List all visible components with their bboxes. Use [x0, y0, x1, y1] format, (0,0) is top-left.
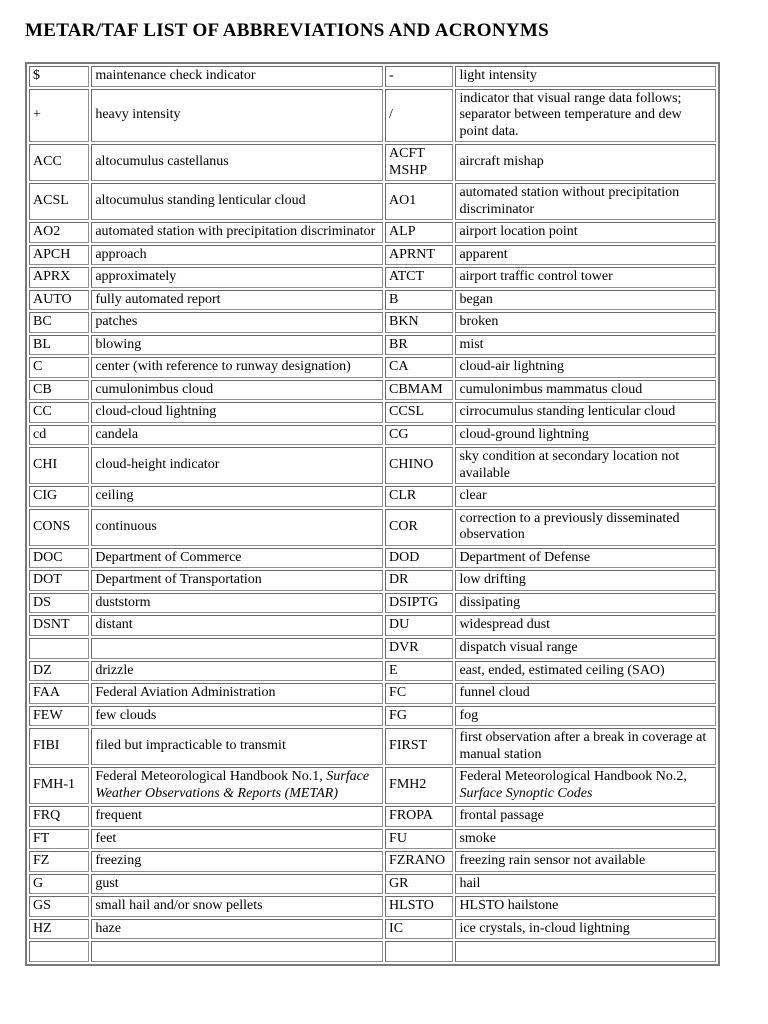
table-row [29, 728, 716, 765]
abbr-cell: FMH2 [385, 767, 453, 804]
definition-cell: cloud-air lightning [455, 357, 716, 378]
definition-cell: automated station without precipitation discriminator [455, 183, 716, 220]
abbr-cell: AO1 [385, 183, 453, 220]
abbr-cell: DU [385, 615, 453, 636]
definition-cell: continuous [91, 509, 383, 546]
abbr-cell: ACSL [29, 183, 89, 220]
definition-cell: maintenance check indicator [91, 66, 383, 87]
table-row [29, 548, 716, 569]
abbr-cell: AO2 [29, 222, 89, 243]
definition-cell [91, 941, 383, 962]
definition-cell: fully automated report [91, 290, 383, 311]
abbr-cell: CHI [29, 447, 89, 484]
abbr-cell: DOC [29, 548, 89, 569]
abbr-cell [385, 941, 453, 962]
definition-cell: apparent [455, 245, 716, 266]
definition-cell: duststorm [91, 593, 383, 614]
abbr-cell: DVR [385, 638, 453, 659]
definition-cell: approach [91, 245, 383, 266]
definition-cell: clear [455, 486, 716, 507]
abbr-cell: AUTO [29, 290, 89, 311]
abbr-cell: BR [385, 335, 453, 356]
table-row [29, 357, 716, 378]
definition-cell: frequent [91, 806, 383, 827]
table-row [29, 447, 716, 484]
abbr-cell: CLR [385, 486, 453, 507]
abbr-cell: GR [385, 874, 453, 895]
definition-cell: blowing [91, 335, 383, 356]
table-row [29, 593, 716, 614]
table-row [29, 425, 716, 446]
abbr-cell: CCSL [385, 402, 453, 423]
definition-cell: drizzle [91, 661, 383, 682]
definition-cell: freezing rain sensor not available [455, 851, 716, 872]
table-row [29, 767, 716, 804]
definition-italic-text: Surface Synoptic Codes [459, 785, 593, 801]
table-row [29, 245, 716, 266]
abbr-cell: $ [29, 66, 89, 87]
definition-cell: heavy intensity [91, 89, 383, 143]
abbr-cell: IC [385, 919, 453, 940]
definition-cell: cloud-height indicator [91, 447, 383, 484]
table-row [29, 806, 716, 827]
definition-cell: distant [91, 615, 383, 636]
table-row [29, 144, 716, 181]
definition-cell: patches [91, 312, 383, 333]
abbreviations-table [25, 62, 720, 966]
table-row [29, 896, 716, 917]
abbr-cell: FRQ [29, 806, 89, 827]
abbr-cell: FAA [29, 683, 89, 704]
definition-cell: freezing [91, 851, 383, 872]
definition-cell: Department of Commerce [91, 548, 383, 569]
abbr-cell: FIRST [385, 728, 453, 765]
table-row [29, 486, 716, 507]
abbr-cell: DZ [29, 661, 89, 682]
definition-cell: Federal Aviation Administration [91, 683, 383, 704]
definition-cell: cloud-ground lightning [455, 425, 716, 446]
table-row [29, 919, 716, 940]
definition-cell: light intensity [455, 66, 716, 87]
definition-cell: cumulonimbus mammatus cloud [455, 380, 716, 401]
definition-cell: gust [91, 874, 383, 895]
table-row [29, 222, 716, 243]
definition-cell: indicator that visual range data follows; separator between temperature and dew point data. [455, 89, 716, 143]
definition-text: Federal Meteorological Handbook No.2, [459, 769, 687, 784]
abbr-cell: CIG [29, 486, 89, 507]
abbr-cell: CG [385, 425, 453, 446]
abbr-cell: - [385, 66, 453, 87]
definition-cell: center (with reference to runway designation) [91, 357, 383, 378]
abbr-cell: DOD [385, 548, 453, 569]
abbr-cell: HZ [29, 919, 89, 940]
definition-cell: first observation after a break in coverage at manual station [455, 728, 716, 765]
definition-cell: Department of Defense [455, 548, 716, 569]
table-row [29, 290, 716, 311]
table-row [29, 851, 716, 872]
abbr-cell: B [385, 290, 453, 311]
definition-cell: began [455, 290, 716, 311]
table-row [29, 706, 716, 727]
abbr-cell: DR [385, 570, 453, 591]
abbr-cell: CA [385, 357, 453, 378]
definition-cell: altocumulus castellanus [91, 144, 383, 181]
definition-cell: airport traffic control tower [455, 267, 716, 288]
table-row [29, 312, 716, 333]
abbr-cell: CBMAM [385, 380, 453, 401]
abbr-cell: BC [29, 312, 89, 333]
abbr-cell: CB [29, 380, 89, 401]
definition-cell: smoke [455, 829, 716, 850]
abbreviations-table-body [29, 66, 716, 962]
definition-cell: sky condition at secondary location not available [455, 447, 716, 484]
definition-cell: automated station with precipitation discriminator [91, 222, 383, 243]
abbr-cell [29, 638, 89, 659]
abbr-cell: DS [29, 593, 89, 614]
definition-cell: HLSTO hailstone [455, 896, 716, 917]
definition-cell: filed but impracticable to transmit [91, 728, 383, 765]
abbr-cell: cd [29, 425, 89, 446]
table-row [29, 941, 716, 962]
definition-cell: fog [455, 706, 716, 727]
definition-cell: dissipating [455, 593, 716, 614]
abbr-cell [29, 941, 89, 962]
abbr-cell: FEW [29, 706, 89, 727]
abbr-cell: HLSTO [385, 896, 453, 917]
definition-cell: approximately [91, 267, 383, 288]
abbr-cell: C [29, 357, 89, 378]
definition-cell: candela [91, 425, 383, 446]
abbr-cell: BL [29, 335, 89, 356]
abbr-cell: CC [29, 402, 89, 423]
abbr-cell: ACFT MSHP [385, 144, 453, 181]
definition-cell: east, ended, estimated ceiling (SAO) [455, 661, 716, 682]
definition-cell: dispatch visual range [455, 638, 716, 659]
abbr-cell: DSIPTG [385, 593, 453, 614]
definition-cell [455, 941, 716, 962]
definition-cell: funnel cloud [455, 683, 716, 704]
abbr-cell: FZ [29, 851, 89, 872]
abbr-cell: G [29, 874, 89, 895]
table-row [29, 89, 716, 143]
abbr-cell: FMH-1 [29, 767, 89, 804]
definition-cell [455, 767, 716, 804]
definition-cell: correction to a previously disseminated observation [455, 509, 716, 546]
abbr-cell: APCH [29, 245, 89, 266]
table-row [29, 874, 716, 895]
abbr-cell: FG [385, 706, 453, 727]
abbr-cell: ALP [385, 222, 453, 243]
table-row [29, 380, 716, 401]
abbr-cell: COR [385, 509, 453, 546]
definition-cell: cirrocumulus standing lenticular cloud [455, 402, 716, 423]
definition-cell: cumulonimbus cloud [91, 380, 383, 401]
table-row [29, 335, 716, 356]
table-row [29, 570, 716, 591]
table-row [29, 683, 716, 704]
definition-cell: broken [455, 312, 716, 333]
abbr-cell: APRX [29, 267, 89, 288]
definition-cell [91, 767, 383, 804]
definition-cell: small hail and/or snow pellets [91, 896, 383, 917]
definition-cell [91, 638, 383, 659]
definition-cell: airport location point [455, 222, 716, 243]
abbr-cell: FU [385, 829, 453, 850]
definition-cell: ice crystals, in-cloud lightning [455, 919, 716, 940]
abbr-cell: / [385, 89, 453, 143]
definition-cell: mist [455, 335, 716, 356]
definition-italic-text: Surface Weather Observations & Reports (METAR) [95, 769, 370, 801]
abbr-cell: ATCT [385, 267, 453, 288]
abbr-cell: CHINO [385, 447, 453, 484]
table-row [29, 509, 716, 546]
table-row [29, 615, 716, 636]
definition-cell: haze [91, 919, 383, 940]
abbr-cell: E [385, 661, 453, 682]
table-row [29, 66, 716, 87]
table-row [29, 183, 716, 220]
abbr-cell: BKN [385, 312, 453, 333]
abbr-cell: + [29, 89, 89, 143]
abbr-cell: APRNT [385, 245, 453, 266]
abbr-cell: ACC [29, 144, 89, 181]
abbr-cell: FT [29, 829, 89, 850]
table-row [29, 829, 716, 850]
definition-cell: hail [455, 874, 716, 895]
definition-cell: aircraft mishap [455, 144, 716, 181]
abbr-cell: FIBI [29, 728, 89, 765]
definition-cell: widespread dust [455, 615, 716, 636]
definition-text: Federal Meteorological Handbook No.1, [95, 769, 327, 784]
definition-cell: cloud-cloud lightning [91, 402, 383, 423]
table-row [29, 267, 716, 288]
abbr-cell: FZRANO [385, 851, 453, 872]
table-row [29, 402, 716, 423]
definition-cell: ceiling [91, 486, 383, 507]
table-row [29, 661, 716, 682]
abbr-cell: DSNT [29, 615, 89, 636]
abbr-cell: FC [385, 683, 453, 704]
definition-cell: Department of Transportation [91, 570, 383, 591]
definition-cell: altocumulus standing lenticular cloud [91, 183, 383, 220]
table-row [29, 638, 716, 659]
abbr-cell: CONS [29, 509, 89, 546]
abbr-cell: FROPA [385, 806, 453, 827]
definition-cell: few clouds [91, 706, 383, 727]
abbr-cell: GS [29, 896, 89, 917]
definition-cell: feet [91, 829, 383, 850]
definition-cell: frontal passage [455, 806, 716, 827]
abbr-cell: DOT [29, 570, 89, 591]
definition-cell: low drifting [455, 570, 716, 591]
page-title: METAR/TAF LIST OF ABBREVIATIONS AND ACRONYMS [25, 20, 549, 41]
